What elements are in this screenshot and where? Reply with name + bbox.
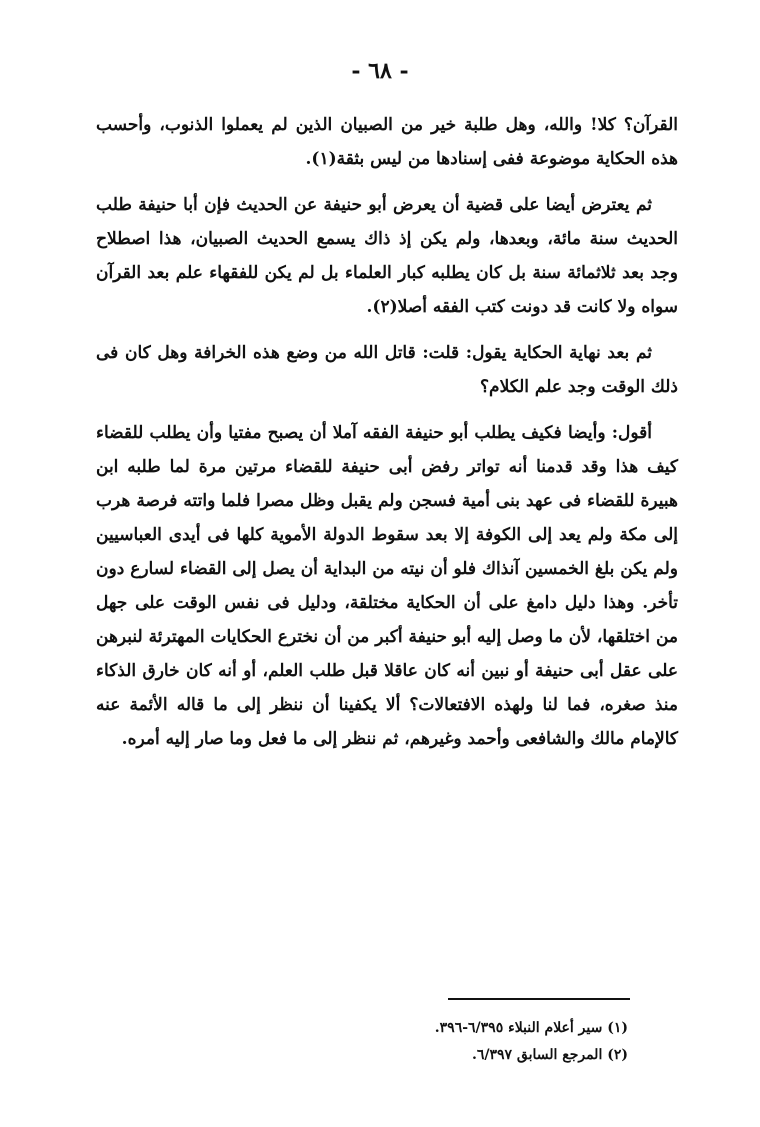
paragraph-4: أقول: وأيضا فكيف يطلب أبو حنيفة الفقه آملا أن يصبح مفتيا وأن يطلب للقضاء كيف هذا وقد قدمنا أنه تواتر رفض أبى حنيفة للقضاء مرتين مرة لما طلبه ابن هبيرة للقضاء فى عهد بنى أمية فسجن ولم يقبل وظل مصرا فلما واتته فرصة هرب إلى مكة ولم يعد إلى الكوفة إلا بعد سقوط الدولة الأموية كلها فى أيدى العباسيين ولم يكن بلغ الخمسين آنذاك فلو أن نيته من البداية أن يصل إلى القضاء لسارع دون تأخر. وهذا دليل دامغ على أن الحكاية مختلقة، ودليل فى نفس الوقت على جهل من اختلقها، لأن ما وصل إليه أبو حنيفة أكبر من أن نخترع الحكايات المهترئة لنبرهن على عقل أبى حنيفة أو نبين أنه كان عاقلا قبل طلب العلم، أو أنه كان خارق الذكاء منذ صغره، فما لنا ولهذه الافتعالات؟ ألا يكفينا أن ننظر إلى ما قاله الأئمة عنه كالإمام مالك والشافعى وأحمد وغيرهم، ثم ننظر إلى ما فعل وما صار إليه أمره.: [96, 423, 678, 749]
paragraph-3: ثم بعد نهاية الحكاية يقول: قلت: قاتل الله من وضع هذه الخرافة وهل كان فى ذلك الوقت وجد علم الكلام؟: [96, 343, 678, 397]
footnote-divider: [448, 998, 630, 1000]
page-number: - ٦٨ -: [351, 58, 409, 84]
footnote-1: (١) سير أعلام النبلاء ٦/٣٩٥-٣٩٦.: [434, 1020, 628, 1036]
paragraph-1: القرآن؟ كلا! والله، وهل طلبة خير من الصبيان الذين لم يعملوا الذنوب، وأحسب هذه الحكاية موضوعة ففى إسنادها من ليس بثقة(١).: [96, 115, 678, 169]
paragraph-2: ثم يعترض أيضا على قضية أن يعرض أبو حنيفة عن الحديث فإن أبا حنيفة طلب الحديث سنة مائة، وبعدها، ولم يكن إذ ذاك يسمع الحديث الصبيان، هذا اصطلاح وجد بعد ثلاثمائة سنة بل كان يطلبه كبار العلماء بل لم يكن للفقهاء علم بعد القرآن سواه ولا كانت قد دونت كتب الفقه أصلا(٢).: [96, 195, 678, 317]
footnote-2: (٢) المرجع السابق ٦/٣٩٧.: [471, 1047, 628, 1063]
main-text: [96, 108, 678, 768]
footnotes: [120, 1015, 628, 1069]
